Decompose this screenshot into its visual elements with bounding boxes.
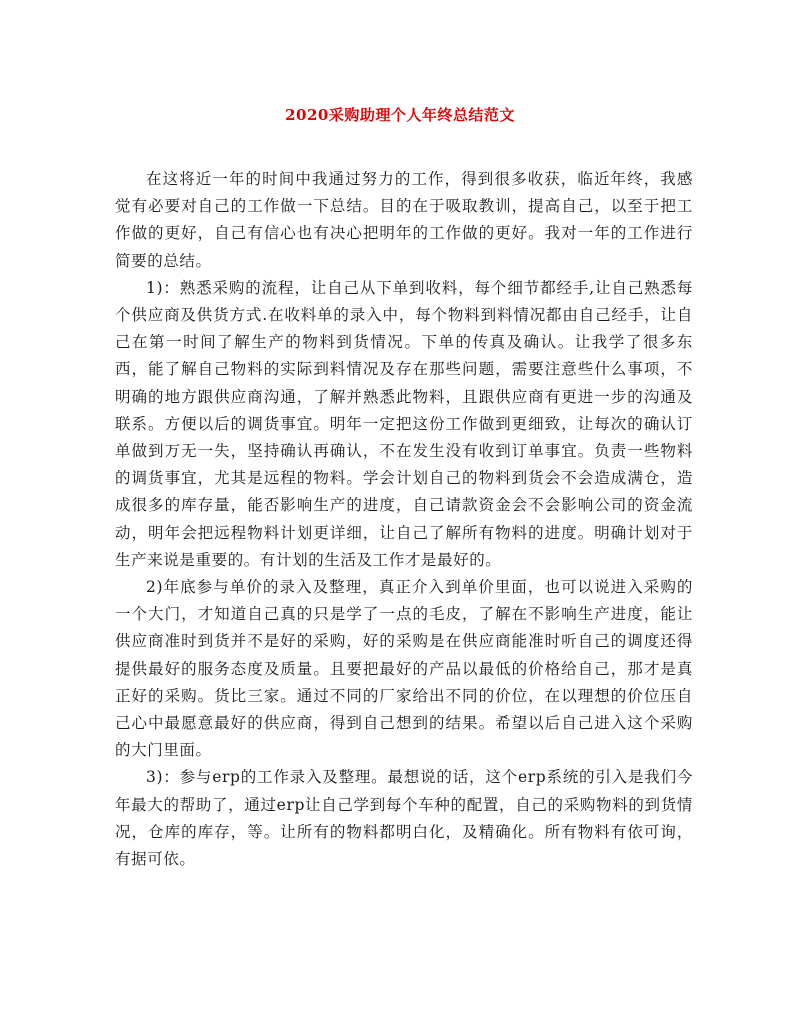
document-body: [115, 166, 693, 873]
paragraph-item-2: 2)年底参与单价的录入及整理，真正介入到单价里面，也可以说进入采购的一个大门，才知道自己真的只是学了一点的毛皮，了解在不影响生产进度，能让供应商准时到货并不是好的采购，好的采购是在供应商能准时听自己的调度还得提供最好的服务态度及质量。且要把最好的产品以最低的价格给自己，那才是真正好的采购。货比三家。通过不同的厂家给出不同的价位，在以理想的价位压自己心中最愿意最好的供应商，得到自己想到的结果。希望以后自己进入这个采购的大门里面。: [115, 578, 693, 760]
paragraph-item-3: 3)：参与erp的工作录入及整理。最想说的话，这个erp系统的引入是我们今年最大的帮助了，通过erp让自己学到每个车种的配置，自己的采购物料的到货情况，仓库的库存，等。让所有的物料都明白化，及精确化。所有物料有依可询，有据可依。: [115, 768, 693, 869]
document-title: 2020采购助理个人年终总结范文: [285, 106, 515, 124]
paragraph-intro: 在这将近一年的时间中我通过努力的工作，得到很多收获，临近年终，我感觉有必要对自己的工作做一下总结。目的在于吸取教训，提高自己，以至于把工作做的更好，自己有信心也有决心把明年的工作做的更好。我对一年的工作进行简要的总结。: [115, 170, 693, 270]
paragraph-item-1: 1)：熟悉采购的流程，让自己从下单到收料，每个细节都经手,让自己熟悉每个供应商及供货方式.在收料单的录入中，每个物料到料情况都由自己经手，让自己在第一时间了解生产的物料到货情况。下单的传真及确认。让我学了很多东西，能了解自己物料的实际到料情况及存在那些问题，需要注意些什么事项，不明确的地方跟供应商沟通，了解并熟悉此物料，且跟供应商有更进一步的沟通及联系。方便以后的调货事宜。明年一定把这份工作做到更细致，让每次的确认订单做到万无一失，坚持确认再确认，不在发生没有收到订单事宜。负责一些物料的调货事宜，尤其是远程的物料。学会计划自己的物料到货会不会造成满仓，造成很多的库存量，能否影响生产的进度，自己请款资金会不会影响公司的资金流动，明年会把远程物料计划更详细，让自己了解所有物料的进度。明确计划对于生产来说是重要的。有计划的生活及工作才是最好的。: [115, 278, 693, 569]
